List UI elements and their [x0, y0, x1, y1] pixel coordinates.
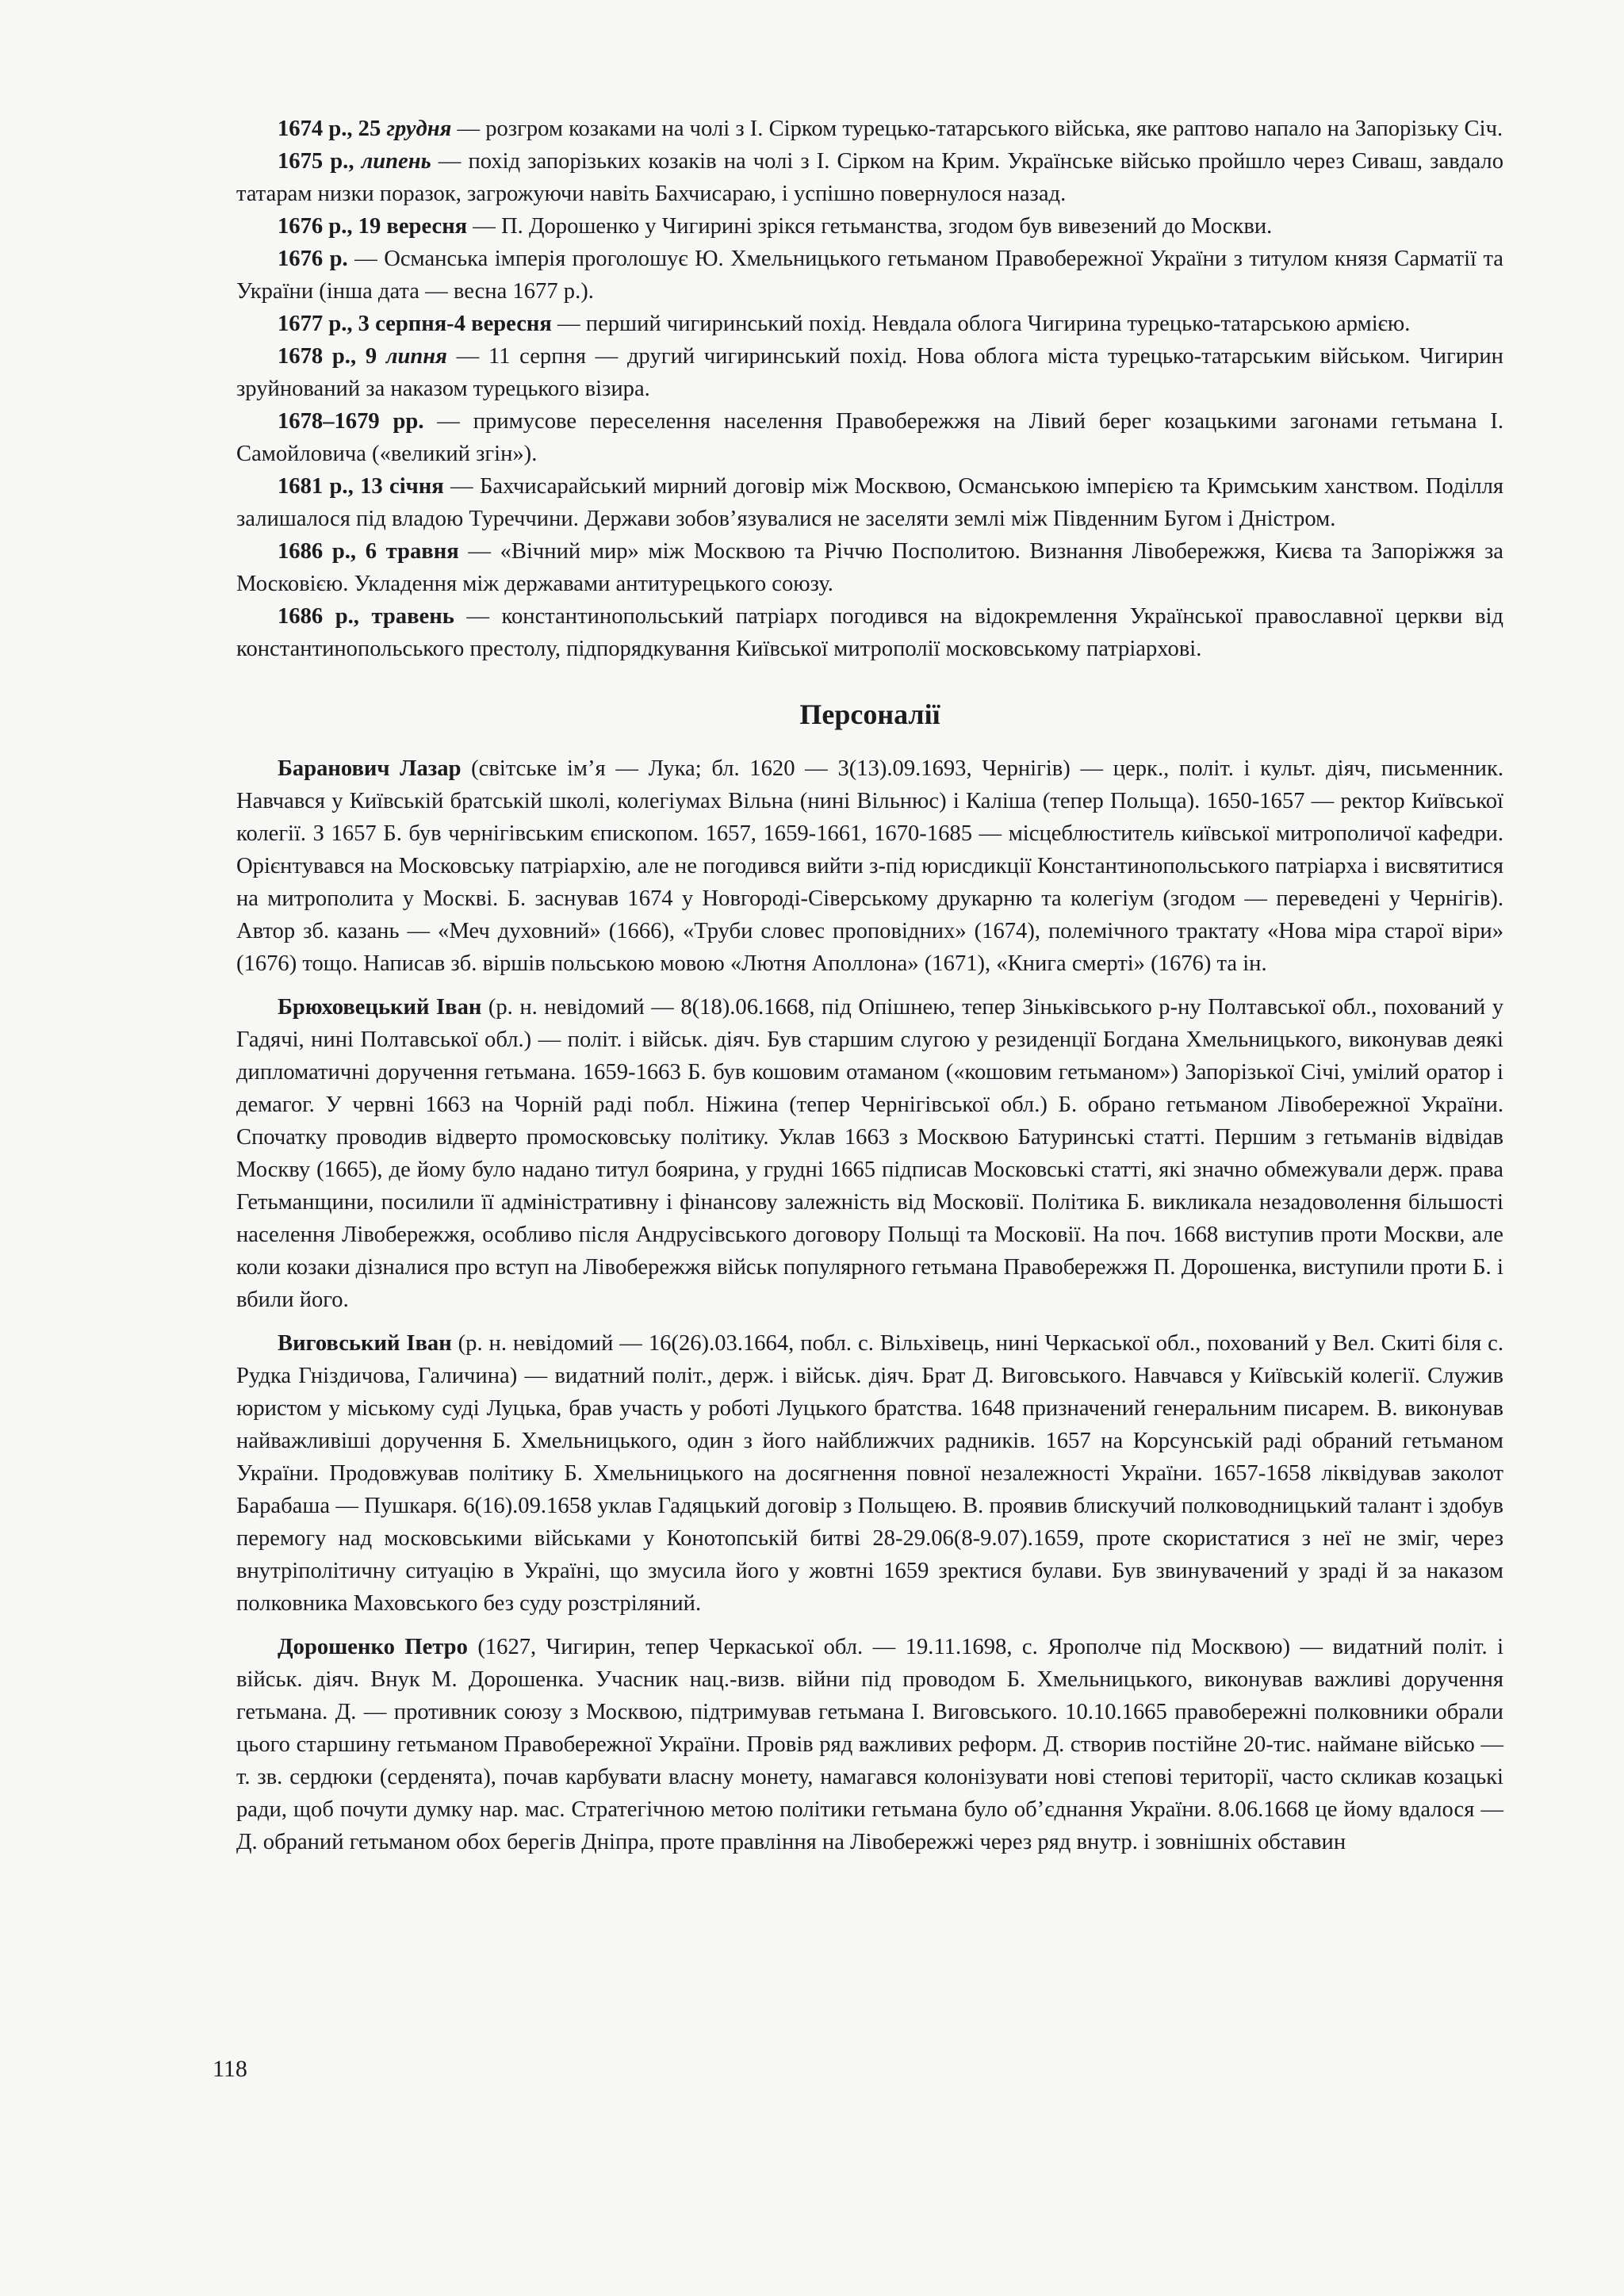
chronology-entry	[236, 243, 1503, 308]
entry-text: — похід запорізьких козаків на чолі з І. Сірком на Крим. Українське військо пройшло через Сиваш, завдало татарам низки поразок, загрожуючи навіть Бахчисараю, і успішно повернулося назад.	[236, 149, 1503, 206]
chronology-entry	[236, 340, 1503, 405]
chronology-entry	[236, 210, 1503, 243]
person-entry	[236, 1327, 1503, 1620]
entry-text: — Османська імперія проголошує Ю. Хмельницького гетьманом Правобережної України з титулом князя Сарматії та України (інша дата — весна 1677 р.).	[236, 247, 1503, 304]
entry-date: 1674 р., 25	[278, 117, 387, 141]
chronology-entry	[236, 600, 1503, 665]
entry-date: 1676 р., 19 вересня	[278, 214, 468, 239]
entry-text: — «Вічний мир» між Москвою та Річчю Посполитою. Визнання Лівобережжя, Києва та Запоріжжя за Московією. Укладення між державами антитурецького союзу.	[236, 539, 1503, 596]
person-text: (світське ім’я — Лука; бл. 1620 — 3(13).09.1693, Чернігів) — церк., політ. і культ. діяч, письменник. Навчався у Київській братській школі, колегіумах Вільна (нині Вільнюс) і Каліша (тепер Польща). 1650-1657 — ректор Київської колегії. З 1657 Б. був чернігівським єпископом. 1657, 1659-1661, 1670-1685 — місцеблюститель київської митрополичої кафедри. Орієнтувався на Московську патріархію, але не погодився вийти з-під юрисдикції Константинопольського патріарха і висвятитися на митрополита у Москві. Б. заснував 1674 у Новгороді-Сіверському друкарню та колегіум (згодом — переведені у Чернігів). Автор зб. казань — «Меч духовний» (1666), «Труби словес проповідних» (1674), полемічного трактату «Нова міра старої віри» (1676) тощо. Написав зб. віршів польською мовою «Лютня Аполлона» (1671), «Книга смерті» (1676) та ін.	[236, 756, 1503, 976]
chronology-list	[236, 113, 1503, 665]
entry-date: 1686 р., 6 травня	[278, 539, 459, 564]
person-text: (р. н. невідомий — 8(18).06.1668, під Опішнею, тепер Зіньківського р-ну Полтавської обл., похований у Гадячі, нині Полтавської обл.) — політ. і військ. діяч. Був старшим слугою у резиденції Богдана Хмельницького, виконував деякі дипломатичні доручення гетьмана. 1659-1663 Б. був кошовим отаманом («кошовим гетьманом») Запорізької Січі, умілий оратор і демагог. У червні 1663 на Чорній раді побл. Ніжина (тепер Чернігівської обл.) Б. обрано гетьманом Лівобережної України. Спочатку проводив відверто промосковську політику. Уклав 1663 з Москвою Батуринські статті. Першим з гетьманів відвідав Москву (1665), де йому було надано титул боярина, у грудні 1665 підписав Московські статті, які значно обмежували держ. права Гетьманщини, посилили її адміністративну і фінансову залежність від Московії. Політика Б. викликала незадоволення більшості населення Лівобережжя, особливо після Андрусівського договору Польщі та Московії. На поч. 1668 виступив проти Москви, але коли козаки дізналися про вступ на Лівобережжя військ популярного гетьмана Правобережжя П. Дорошенка, виступили проти Б. і вбили його.	[236, 995, 1503, 1312]
entry-text: — розгром козаками на чолі з І. Сірком турецько-татарського війська, яке раптово напало на Запорізьку Січ.	[451, 117, 1503, 141]
entry-month: липня	[385, 344, 447, 369]
page-content	[236, 113, 1503, 1869]
person-text: (1627, Чигирин, тепер Черкаської обл. — 19.11.1698, с. Ярополче під Москвою) — видатний політ. і військ. діяч. Внук М. Дорошенка. Учасник нац.-визв. війни під проводом Б. Хмельницького, виконував важливі доручення гетьмана. Д. — противник союзу з Москвою, підтримував гетьмана І. Виговського. 10.10.1665 правобережні полковники обрали цього старшину гетьманом Правобережної України. Провів ряд важливих реформ. Д. створив постійне 20-тис. наймане військо — т. зв. сердюки (серденята), почав карбувати власну монету, намагався колонізувати нові степові території, часто скликав козацькі ради, щоб почути думку нар. мас. Стратегічною метою політики гетьмана було об’єднання України. 8.06.1668 це йому вдалося — Д. обраний гетьманом обох берегів Дніпра, проте правління на Лівобережжі через ряд внутр. і зовнішніх обставин	[236, 1635, 1504, 1854]
page-number: 118	[213, 2056, 247, 2082]
entry-text: — 11 серпня — другий чигиринський похід. Нова облога міста турецько-татарським військом. Чигирин зруйнований за наказом турецького візира.	[236, 344, 1503, 401]
entry-text: — константинопольський патріарх погодився на відокремлення Української православної церкви від константинопольського престолу, підпорядкування Київської митрополії московському патріархові.	[236, 604, 1503, 661]
entry-month: грудня	[386, 117, 452, 141]
chronology-entry	[236, 308, 1503, 340]
entry-date: 1676 р.	[278, 247, 348, 271]
entry-date: 1677 р., 3 серпня-4 вересня	[278, 312, 552, 336]
person-name: Виговський Іван	[278, 1331, 452, 1356]
person-text: (р. н. невідомий — 16(26).03.1664, побл. с. Вільхівець, нині Черкаської обл., похований у Вел. Скиті біля с. Рудка Гніздичова, Галичина) — видатний політ., держ. і військ. діяч. Брат Д. Виговського. Навчався у Київській колегії. Служив юристом у міському суді Луцька, брав участь у роботі Луцького братства. 1648 призначений генеральним писарем. В. виконував найважливіші доручення Б. Хмельницького, один з його найближчих радників. 1657 на Корсунській раді обраний гетьманом України. Продовжував політику Б. Хмельницького на досягнення повної незалежності України. 1657-1658 ліквідував заколот Барабаша — Пушкаря. 6(16).09.1658 уклав Гадяцький договір з Польщею. В. проявив блискучий полководницький талант і здобув перемогу над московськими військами у Конотопській битві 28-29.06(8-9.07).1659, проте скористатися з неї не зміг, через внутріполітичну ситуацію в Україні, що змусила його у жовтні 1659 зректися булави. Був звинувачений у зраді й за наказом полковника Маховського без суду розстріляний.	[236, 1331, 1503, 1616]
chronology-entry	[236, 405, 1503, 470]
chronology-entry	[236, 113, 1503, 145]
entry-date: 1681 р., 13 січня	[278, 474, 444, 499]
entry-date: 1678–1679 рр.	[278, 409, 424, 434]
person-name: Баранович Лазар	[278, 756, 462, 781]
entry-date: 1686 р., травень	[278, 604, 454, 629]
chronology-entry	[236, 145, 1503, 210]
entry-date: 1678 р., 9	[278, 344, 386, 369]
entry-text: — перший чигиринський похід. Невдала облога Чигирина турецько-татарською армією.	[551, 312, 1411, 336]
person-entry	[236, 1631, 1503, 1858]
person-name: Дорошенко Петро	[278, 1635, 468, 1659]
entry-date: 1675 р.,	[278, 149, 362, 174]
entry-month: липень	[361, 149, 431, 174]
entry-text: — П. Дорошенко у Чигирині зрікся гетьманства, згодом був вивезений до Москви.	[467, 214, 1273, 239]
entry-text: — Бахчисарайський мирний договір між Москвою, Османською імперією та Кримським ханством. Поділля залишалося під владою Туреччини. Держави зобов’язувалися не заселяти землі між Південним Бугом і Дністром.	[236, 474, 1504, 531]
person-entry	[236, 991, 1503, 1316]
person-name: Брюховецький Іван	[278, 995, 482, 1020]
chronology-entry	[236, 470, 1503, 535]
persons-list	[236, 752, 1503, 1858]
person-entry	[236, 752, 1503, 980]
section-title: Персоналії	[799, 698, 940, 730]
entry-text: — примусове переселення населення Правобережжя на Лівий берег козацькими загонами гетьмана І. Самойловича («великий згін»).	[236, 409, 1503, 466]
chronology-entry	[236, 535, 1503, 600]
